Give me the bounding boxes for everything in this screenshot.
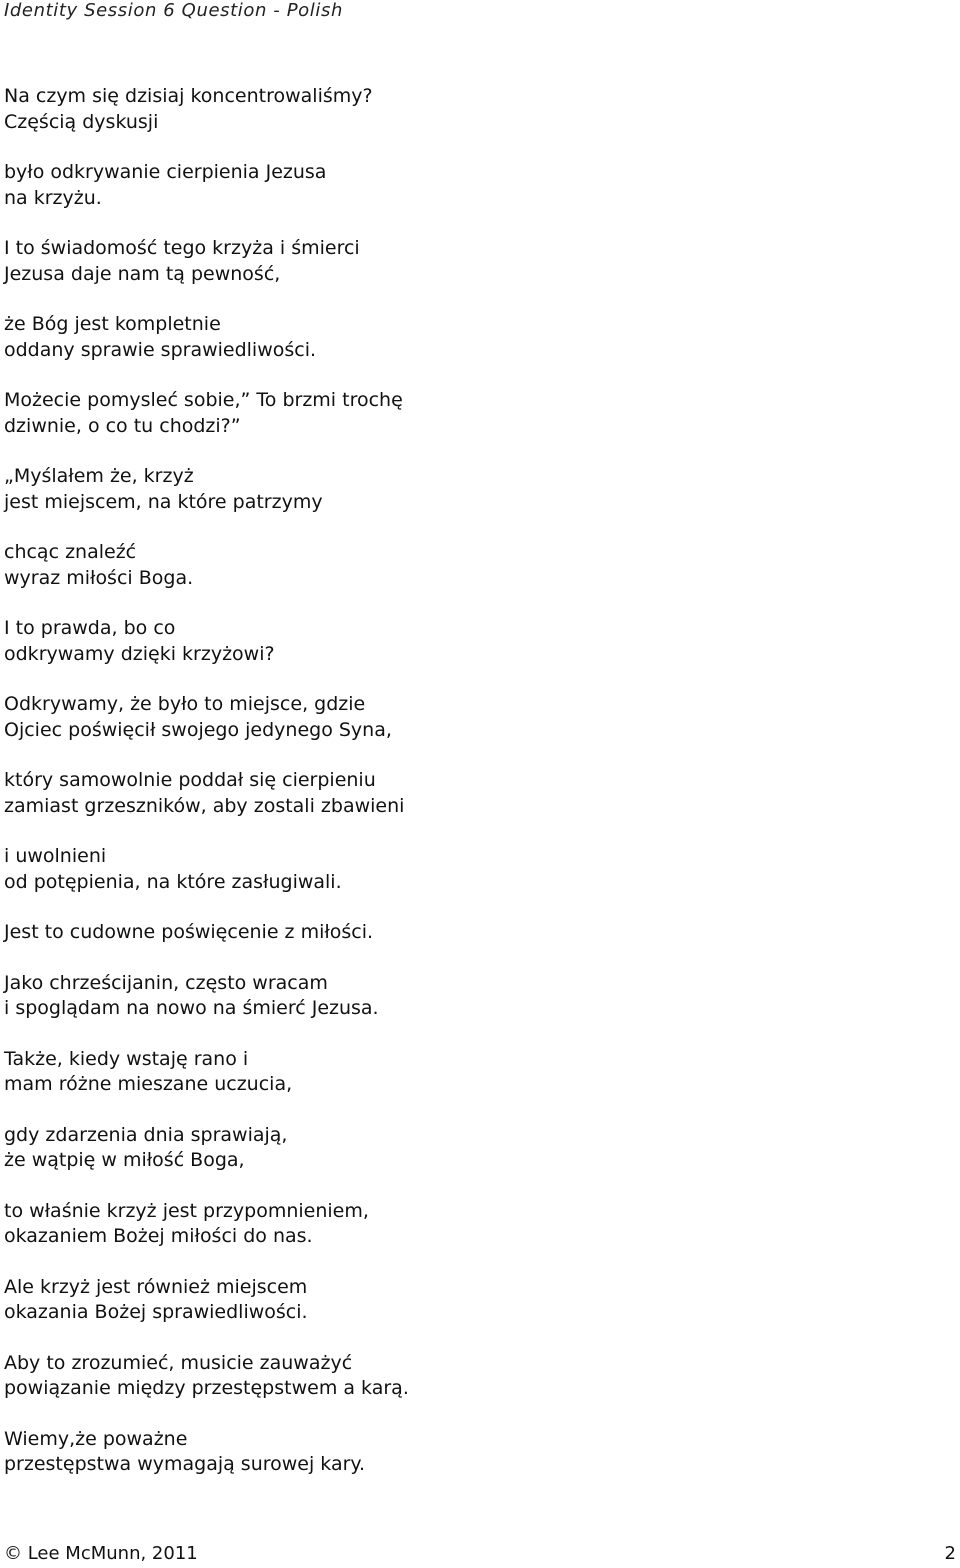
stanza bbox=[4, 1275, 944, 1326]
stanza bbox=[4, 464, 944, 515]
stanza bbox=[4, 1351, 944, 1402]
text-line: Możecie pomysleć sobie,” To brzmi trochę bbox=[4, 389, 403, 411]
text-line: i spoglądam na nowo na śmierć Jezusa. bbox=[4, 997, 379, 1019]
text-line: „Myślałem że, krzyż bbox=[4, 465, 194, 487]
text-line: Ale krzyż jest również miejscem bbox=[4, 1275, 308, 1298]
text-line: było odkrywanie cierpienia Jezusa bbox=[4, 161, 327, 183]
text-line: to właśnie krzyż jest przypomnieniem, bbox=[4, 1199, 369, 1222]
text-line: Także, kiedy wstaję rano i bbox=[4, 1047, 249, 1070]
text-line: Jest to cudowne poświęcenie z miłości. bbox=[4, 921, 374, 943]
page-number: 2 bbox=[944, 1543, 956, 1564]
text-line: oddany sprawie sprawiedliwości. bbox=[4, 338, 317, 361]
text-line: który samowolnie poddał się cierpieniu bbox=[4, 769, 376, 791]
text-line: na krzyżu. bbox=[4, 186, 102, 209]
stanza bbox=[4, 540, 944, 591]
text-line: zamiast grzeszników, aby zostali zbawieni bbox=[4, 794, 405, 817]
stanza bbox=[4, 971, 944, 1022]
page-footer bbox=[0, 1541, 960, 1568]
text-line: Na czym się dzisiaj koncentrowaliśmy? bbox=[4, 85, 373, 107]
stanza bbox=[4, 160, 944, 211]
text-line: odkrywamy dzięki krzyżowi? bbox=[4, 642, 275, 665]
text-line: Aby to zrozumieć, musicie zauważyć bbox=[4, 1351, 353, 1374]
text-line: że wątpię w miłość Boga, bbox=[4, 1149, 245, 1171]
text-line: chcąc znaleźć bbox=[4, 541, 137, 563]
text-line: mam różne mieszane uczucia, bbox=[4, 1073, 293, 1095]
stanza bbox=[4, 768, 944, 819]
text-line: wyraz miłości Boga. bbox=[4, 566, 194, 589]
text-line: jest miejscem, na które patrzymy bbox=[4, 490, 323, 513]
text-line: okazaniem Bożej miłości do nas. bbox=[4, 1225, 313, 1247]
text-line: Częścią dyskusji bbox=[4, 110, 159, 133]
stanza bbox=[4, 1123, 944, 1174]
text-line: Wiemy,że poważne bbox=[4, 1427, 188, 1450]
text-line: I to świadomość tego krzyża i śmierci bbox=[4, 237, 360, 259]
text-line: Jezusa daje nam tą pewność, bbox=[4, 262, 281, 285]
stanza bbox=[4, 692, 944, 743]
text-line: powiązanie między przestępstwem a karą. bbox=[4, 1377, 409, 1399]
stanza bbox=[4, 1427, 944, 1478]
stanza bbox=[4, 84, 944, 135]
stanza bbox=[4, 1047, 944, 1098]
text-line: dziwnie, o co tu chodzi?” bbox=[4, 414, 241, 437]
document-body bbox=[4, 84, 944, 1503]
stanza bbox=[4, 616, 944, 667]
text-line: Odkrywamy, że było to miejsce, gdzie bbox=[4, 693, 366, 715]
page-header-title: Identity Session 6 Question - Polish bbox=[4, 0, 343, 21]
stanza bbox=[4, 388, 944, 439]
text-line: że Bóg jest kompletnie bbox=[4, 313, 221, 335]
text-line: I to prawda, bo co bbox=[4, 617, 176, 639]
stanza bbox=[4, 1199, 944, 1250]
text-line: i uwolnieni bbox=[4, 845, 107, 867]
stanza bbox=[4, 312, 944, 363]
copyright-notice: © Lee McMunn, 2011 bbox=[4, 1543, 198, 1564]
text-line: Ojciec poświęcił swojego jedynego Syna, bbox=[4, 718, 392, 741]
text-line: okazania Bożej sprawiedliwości. bbox=[4, 1301, 308, 1323]
stanza bbox=[4, 920, 944, 946]
stanza bbox=[4, 236, 944, 287]
text-line: gdy zdarzenia dnia sprawiają, bbox=[4, 1123, 288, 1146]
text-line: Jako chrześcijanin, często wracam bbox=[4, 971, 328, 994]
stanza bbox=[4, 844, 944, 895]
text-line: przestępstwa wymagają surowej kary. bbox=[4, 1453, 366, 1475]
text-line: od potępienia, na które zasługiwali. bbox=[4, 870, 342, 893]
